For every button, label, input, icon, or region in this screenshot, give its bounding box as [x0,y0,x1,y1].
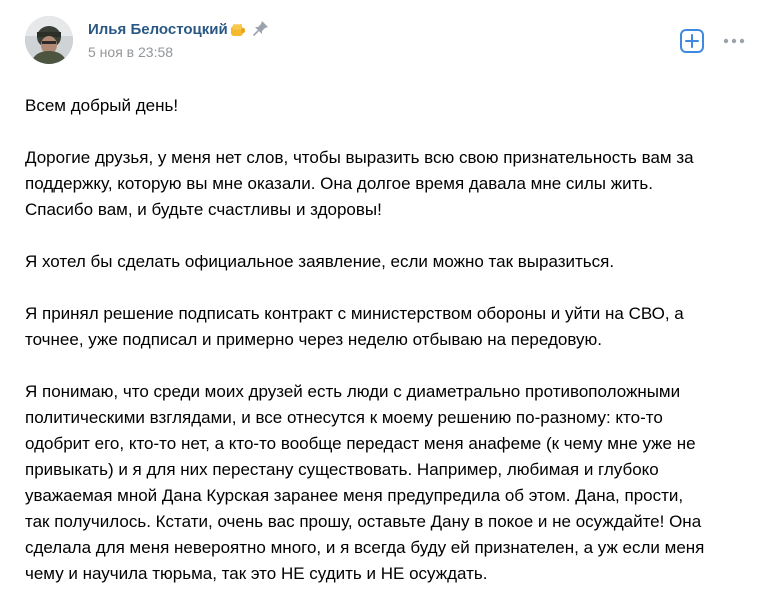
text-line: уважаемая мной Дана Курская заранее меня предупредила об этом. Дана, прости, [25,486,684,505]
post-paragraph [25,301,760,353]
text-line: политическими взглядами, и все отнесутся к моему решению по-разному: кто-то [25,408,663,427]
text-line: поддержку, которую вы мне оказали. Она долгое время давала мне силы жить. [25,174,653,193]
text-line: так получилось. Кстати, очень вас прошу, оставьте Дану в покое и не осуждайте! Она [25,512,702,531]
text-line: Спасибо вам, и будьте счастливы и здоровы! [25,200,382,219]
post-paragraph [25,93,760,119]
post-paragraph [25,249,760,275]
text-line: Я хотел бы сделать официальное заявление, если можно так выразиться. [25,252,615,271]
more-options-button[interactable] [720,32,748,50]
add-button[interactable] [679,28,705,54]
pin-icon[interactable] [253,20,269,36]
author-name[interactable]: Илья Белостоцкий [88,21,228,38]
text-line: одобрит его, кто-то нет, а кто-то вообще передаст меня анафеме (к чему мне уже не [25,434,696,453]
avatar[interactable] [25,16,73,64]
post-date[interactable]: 5 ноя в 23:58 [88,44,174,60]
text-line: Я принял решение подписать контракт с министерством обороны и уйти на СВО, а [25,304,684,323]
text-line: Всем добрый день! [25,96,179,115]
text-line: Дорогие друзья, у меня нет слов, чтобы выразить всю свою признательность вам за [25,148,694,167]
post-header [0,0,770,80]
text-line: привыкать) и я для них перестану существовать. Например, любимая и глубоко [25,460,659,479]
text-line: Я понимаю, что среди моих друзей есть люди с диаметрально противоположными [25,382,681,401]
fist-emoji-icon [229,21,247,39]
avatar-image [25,16,73,64]
post-paragraph [25,145,760,223]
post-paragraph [25,379,760,587]
post-text [25,93,760,600]
text-line: точнее, уже подписал и примерно через неделю отбываю на передовую. [25,330,602,349]
text-line: чему и научила тюрьма, так это НЕ судить и НЕ осуждать. [25,564,488,583]
text-line: сделала для меня невероятно много, и я всегда буду ей признателен, а уж если меня [25,538,705,557]
